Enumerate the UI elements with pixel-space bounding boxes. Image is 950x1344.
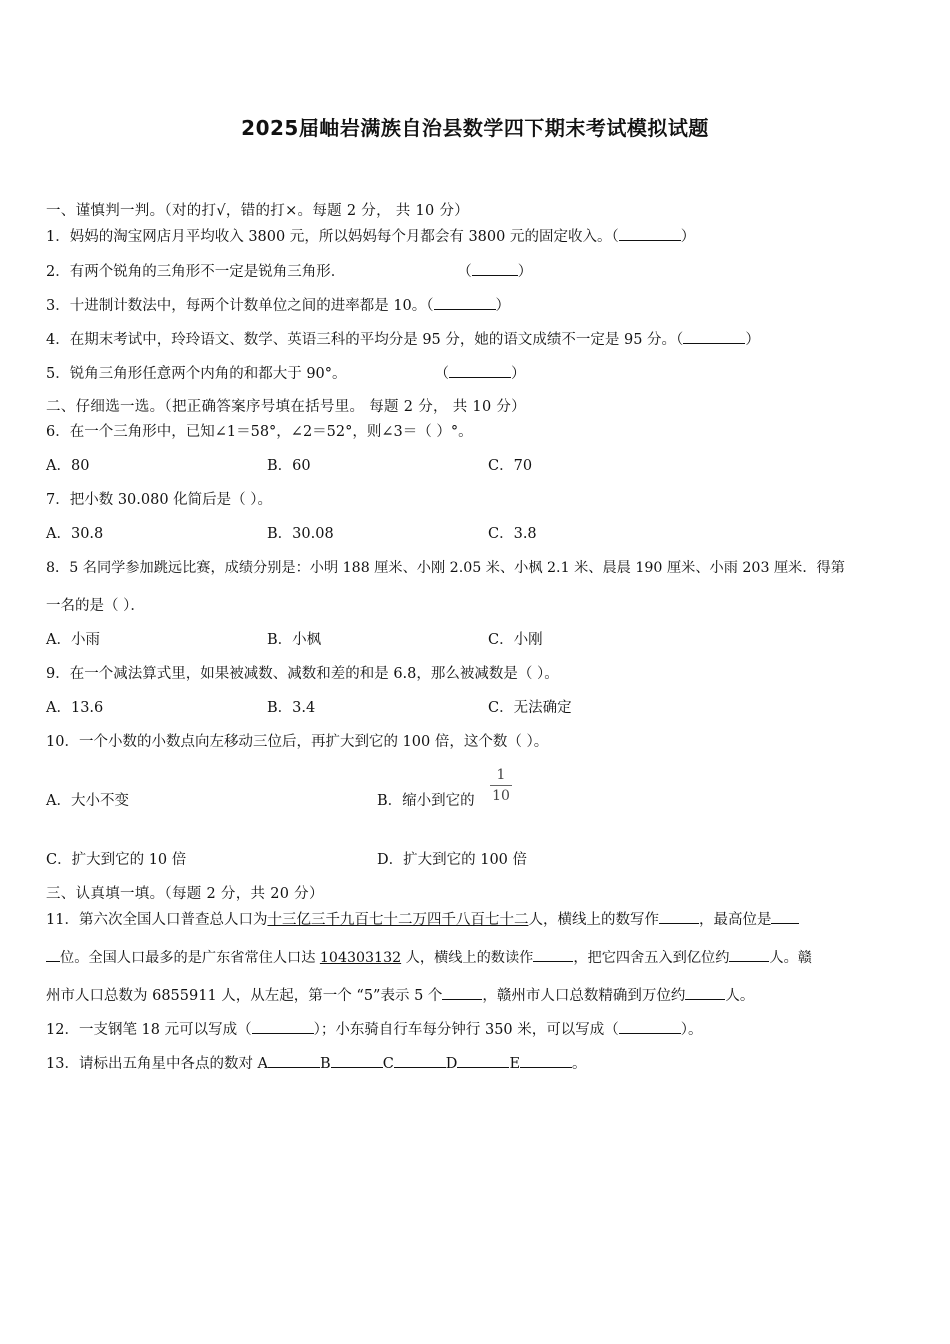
question-8-option-c[interactable]: C．小刚 [488,632,543,648]
answer-blank[interactable] [46,947,60,962]
question-11-text: 人，横线上的数读作 [401,950,534,966]
question-1-text: 1．妈妈的淘宝网店月平均收入 3800 元，所以妈妈每个月都会有 3800 元的固定收入。（ [46,229,619,245]
question-12-text: ）；小东骑自行车每分钟行 350 米，可以写成（ [313,1022,619,1038]
question-6-option-b[interactable]: B．60 [267,458,311,474]
underlined-number-words: 十三亿三千九百七十二万四千八百七十二 [267,912,529,928]
question-2-text: 2．有两个锐角的三角形不一定是锐角三角形． [46,264,346,280]
fraction-numerator: 1 [490,766,512,786]
question-11-line-3 [46,985,754,1006]
question-9-option-c[interactable]: C．无法确定 [488,700,572,716]
bracket: （ [434,366,450,382]
question-13-label-c: C [382,1056,394,1072]
question-11-line-2 [46,947,812,968]
question-11-text: 位。全国人口最多的是广东省常住人口达 [60,950,320,966]
answer-blank[interactable] [442,985,482,1000]
question-6-option-c[interactable]: C．70 [488,458,533,474]
bracket: ） [511,366,526,382]
section-1-heading: 一、谨慎判一判。（对的打√，错的打×。每题 2 分， 共 10 分） [46,203,470,219]
answer-blank[interactable] [434,295,496,310]
question-12 [46,1019,703,1040]
question-13-label-e: E [509,1056,521,1072]
question-2 [46,261,532,282]
question-7-option-a[interactable]: A．30.8 [46,526,104,542]
answer-blank[interactable] [659,909,699,924]
underlined-number: 104303132 [319,950,402,966]
answer-blank-e[interactable] [520,1053,572,1068]
question-3-text: 3．十进制计数法中，每两个计数单位之间的进率都是 10。（ [46,298,434,314]
bracket: ） [680,229,696,245]
question-11-text: ，把它四舍五入到亿位约 [573,950,730,966]
page-title: 2025届岫岩满族自治县数学四下期末考试模拟试题 [241,116,709,140]
question-10-option-a[interactable]: A．大小不变 [46,793,129,809]
question-13-text: 13．请标出五角星中各点的数对 A [46,1056,269,1072]
answer-blank-a[interactable] [268,1053,320,1068]
question-7-option-b[interactable]: B．30.08 [267,526,334,542]
question-4 [46,329,760,350]
answer-blank[interactable] [771,909,799,924]
bracket: ） [745,332,760,348]
section-2-heading: 二、仔细选一选。（把正确答案序号填在括号里。 每题 2 分， 共 10 分） [46,399,526,415]
question-11-line-1 [46,909,799,930]
question-7-text: 7．把小数 30.080 化简后是（ ）。 [46,492,273,508]
answer-blank-b[interactable] [331,1053,383,1068]
question-8-option-a[interactable]: A．小雨 [46,632,100,648]
question-5 [46,363,526,384]
question-13-label-d: D [445,1056,458,1072]
answer-blank[interactable] [252,1019,314,1034]
question-10-option-d[interactable]: D．扩大到它的 100 倍 [377,852,528,868]
question-3 [46,295,510,316]
question-10-option-c[interactable]: C．扩大到它的 10 倍 [46,852,187,868]
question-11-text: 人。 [725,988,755,1004]
question-8-option-b[interactable]: B．小枫 [267,632,322,648]
question-13-text: 。 [572,1056,587,1072]
question-1 [46,226,695,247]
question-9-text: 9．在一个减法算式里，如果被减数、减数和差的和是 6.8，那么被减数是（ ）。 [46,666,559,682]
question-12-text: ）。 [680,1022,703,1038]
answer-blank[interactable] [683,329,745,344]
answer-blank[interactable] [449,363,511,378]
question-11-text: 11．第六次全国人口普查总人口为 [46,912,268,928]
answer-blank-c[interactable] [394,1053,446,1068]
answer-blank[interactable] [472,261,518,276]
question-10-text: 10．一个小数的小数点向左移动三位后，再扩大到它的 100 倍，这个数（ ）。 [46,734,549,750]
question-5-text: 5．锐角三角形任意两个内角的和都大于 90°。 [46,366,347,382]
question-11-text: 州市人口总数为 6855911 人，从左起，第一个 “5”表示 5 个 [46,988,443,1004]
question-8-text-line-1: 8．5 名同学参加跳远比赛，成绩分别是：小明 188 厘米、小刚 2.05 米、小枫 2.1 米、晨晨 190 厘米、小雨 203 厘米．得第 [46,560,845,576]
answer-blank[interactable] [729,947,769,962]
question-13-label-b: B [320,1056,331,1072]
answer-blank[interactable] [619,226,681,241]
question-13 [46,1053,587,1074]
question-9-option-a[interactable]: A．13.6 [46,700,104,716]
question-7-option-c[interactable]: C．3.8 [488,526,537,542]
question-8-text-line-2: 一名的是（ ）． [46,598,145,614]
question-11-text: ，赣州市人口总数精确到万位约 [482,988,686,1004]
answer-blank[interactable] [619,1019,681,1034]
answer-blank[interactable] [685,985,725,1000]
bracket: ） [517,264,533,280]
question-6-text: 6．在一个三角形中，已知∠1＝58°，∠2＝52°，则∠3＝（ ）°。 [46,424,473,440]
section-3-heading: 三、认真填一填。（每题 2 分，共 20 分） [46,886,324,902]
fraction-one-tenth [490,766,512,805]
question-11-text: 人。赣 [769,950,812,966]
question-11-text: ，最高位是 [698,912,772,928]
question-9-option-b[interactable]: B．3.4 [267,700,316,716]
answer-blank[interactable] [533,947,573,962]
question-10-option-b[interactable]: B．缩小到它的 [377,793,475,809]
question-4-text: 4．在期末考试中，玲玲语文、数学、英语三科的平均分是 95 分，她的语文成绩不一定是 95 分。（ [46,332,684,348]
question-6-option-a[interactable]: A．80 [46,458,90,474]
answer-blank-d[interactable] [457,1053,509,1068]
bracket: ） [495,298,511,314]
question-11-text: 人，横线上的数写作 [528,912,659,928]
fraction-denominator: 10 [492,788,510,804]
bracket: （ [457,264,472,280]
question-12-text: 12．一支钢笔 18 元可以写成（ [46,1022,252,1038]
